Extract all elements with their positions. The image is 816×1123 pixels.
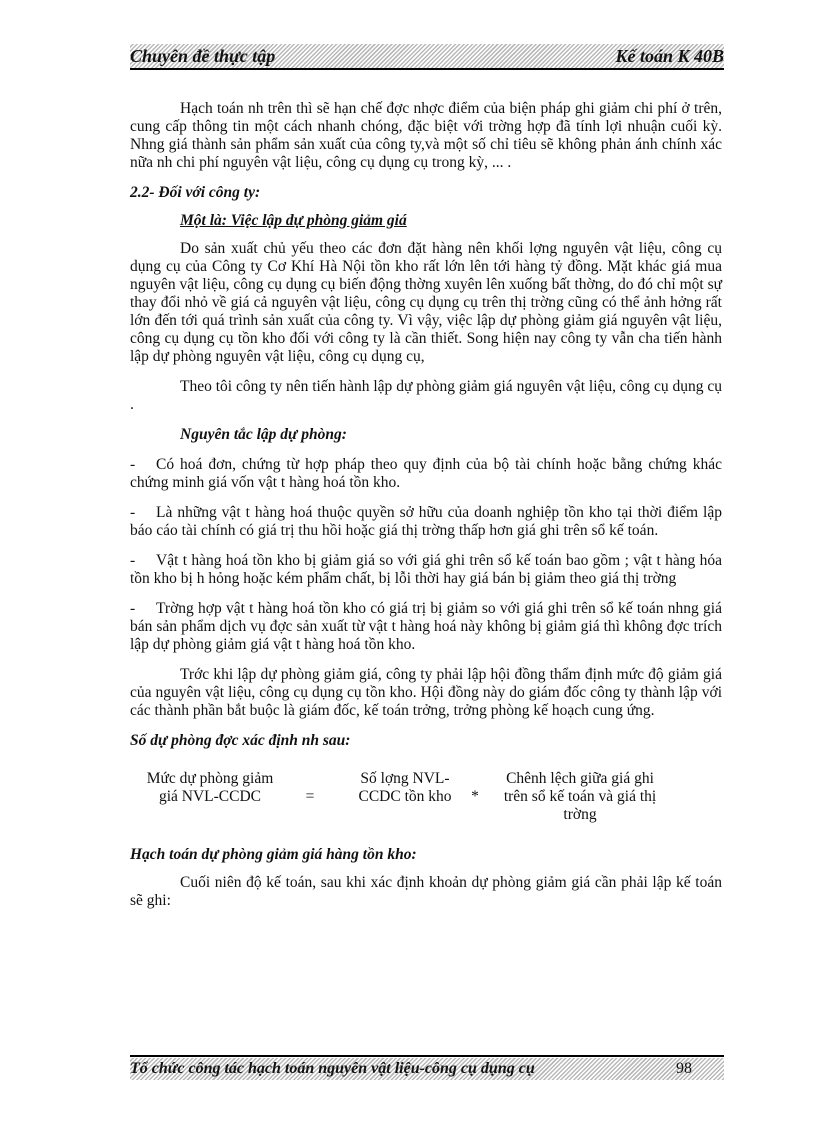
provision-formula-heading: Số dự phòng đợc xác định nh sau: <box>130 732 351 749</box>
bullet-text: Là những vật t hàng hoá thuộc quyền sở hữu của doanh nghiệp tồn kho tại thời điểm lập báo cáo tài chính có giá trị thu hồi hoặc giá thị trờng thấp hơn giá ghi trên sổ kế toán. <box>130 504 722 539</box>
bullet-dash: - <box>130 504 136 521</box>
provision-formula <box>130 770 722 830</box>
header-right-title: Kế toán K 40B <box>615 46 724 66</box>
paragraph-1: Hạch toán nh trên thì sẽ hạn chế đợc nhợc điểm của biện pháp ghi giảm chi phí ở trên, cung cấp thông tin một cách nhanh chóng, đặc biệt với trờng hợp đã tính lợi nhuận cuối kỳ. Nhng giá thành sản phẩm sản xuất của công ty,và một số chỉ tiêu sẽ không phản ánh chính xác nữa nh chi phí nguyên vật liệu, công cụ dụng cụ trong kỳ, ... . <box>130 100 722 171</box>
footer-rule <box>130 1055 724 1057</box>
bullet-item-3 <box>130 552 722 588</box>
section-heading: 2.2- Đối với công ty: <box>130 184 261 201</box>
page-footer <box>130 1058 724 1080</box>
accounting-heading: Hạch toán dự phòng giảm giá hàng tồn kho: <box>130 846 417 863</box>
paragraph-5: Cuối niên độ kế toán, sau khi xác định khoản dự phòng giảm giá cần phải lập kế toán sẽ ghi: <box>130 874 722 909</box>
paragraph-2: Do sản xuất chủ yếu theo các đơn đặt hàng nên khối lợng nguyên vật liệu, công cụ dụng cụ của Công ty Cơ Khí Hà Nội tồn kho rất lớn lên tới hàng tỷ đồng. Mặt khác giá mua nguyên vật liệu, công cụ dụng cụ biến động thờng xuyên lên xuống bất thờng, do đó chỉ một sự thay đổi nhỏ về giá cả nguyên vật liệu, công cụ dụng cụ trên thị trờng cũng có thể ảnh hởng rất lớn đến tới quá trình sản xuất của công ty. Vì vậy, việc lập dự phòng giảm giá nguyên vật liệu, công cụ dụng cụ tồn kho đối với công ty là cần thiết. Song hiện nay công ty vẫn cha tiến hành lập dự phòng nguyên vật liệu, công cụ dụng cụ, <box>130 240 722 365</box>
footer-title: Tổ chức công tác hạch toán nguyên vật liệu-công cụ dụng cụ <box>130 1060 535 1077</box>
bullet-item-4 <box>130 600 722 654</box>
formula-equals-sign: = <box>305 788 315 805</box>
formula-multiply-sign: * <box>471 788 479 805</box>
bullet-dash: - <box>130 456 136 473</box>
formula-term-price-difference: Chênh lệch giữa giá ghi trên sổ kế toán và giá thị trờng <box>503 770 657 823</box>
page-header <box>130 44 724 68</box>
subsection-heading: Một là: Việc lập dự phòng giảm giá <box>180 212 407 229</box>
page-number: 98 <box>676 1060 692 1077</box>
paragraph-4: Trớc khi lập dự phòng giảm giá, công ty phải lập hội đồng thẩm định mức độ giảm giá của nguyên vật liệu, công cụ dụng cụ tồn kho. Hội đồng này do giám đốc công ty thành lập với các thành phần bắt buộc là giám đốc, kế toán trởng, trởng phòng kế hoạch cung ứng. <box>130 666 722 719</box>
header-left-title: Chuyên đề thực tập <box>130 46 276 66</box>
formula-term-quantity: Số lợng NVL-CCDC tồn kho <box>358 770 452 805</box>
bullet-item-2 <box>130 504 722 540</box>
bullet-text: Có hoá đơn, chứng từ hợp pháp theo quy định của bộ tài chính hoặc bằng chứng khác chứng minh giá vốn vật t hàng hoá tồn kho. <box>130 456 722 491</box>
formula-term-provision: Mức dự phòng giảm giá NVL-CCDC <box>146 770 274 805</box>
bullet-item-1 <box>130 456 722 492</box>
page-body <box>130 100 722 922</box>
bullet-dash: - <box>130 552 136 569</box>
bullet-dash: - <box>130 600 136 617</box>
bullet-text: Vật t hàng hoá tồn kho bị giảm giá so với giá ghi trên sổ kế toán bao gồm ; vật t hàng hóa tồn kho bị h hỏng hoặc kém phẩm chất, bị lỗi thời hay giá bán bị giảm theo giá thị trờng <box>130 552 722 587</box>
paragraph-3: Theo tôi công ty nên tiến hành lập dự phòng giảm giá nguyên vật liệu, công cụ dụng cụ . <box>130 378 722 413</box>
bullet-text: Trờng hợp vật t hàng hoá tồn kho có giá trị bị giảm so với giá ghi trên sổ kế toán nhng giá bán sản phẩm dịch vụ đợc sản xuất từ vật t hàng hoá này không bị giảm giá thì không đợc trích lập dự phòng giảm giá vật t hàng hoá tồn kho. <box>130 600 722 653</box>
header-rule <box>130 68 724 70</box>
principles-heading: Nguyên tắc lập dự phòng: <box>180 426 347 443</box>
